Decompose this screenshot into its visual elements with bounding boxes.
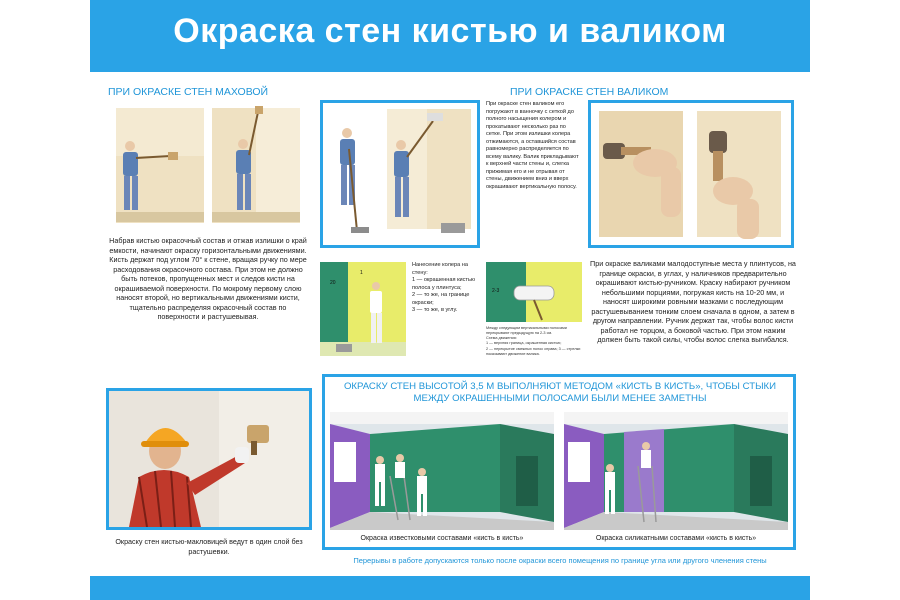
poster bbox=[90, 0, 810, 600]
stripe-scheme-notes bbox=[486, 326, 582, 357]
hand-brush-caption: При окраске валиками малодоступные места у плинтусов, на границе окраски, в углах, у наличников предварительно окрашивают кистью-ручником. Краску набирают ручником небольшими порциями, погружая кисть на 10-20 мм, и наносят широкими ровными мазками с последующим растушевыванием тонким слоем сначала в одном, а затем в другом направлении. Ручник держат так, чтобы волос кисти работал не торцом, а боковой частью. При этом нажим должен быть такой силы, чтобы волос слегка выгибался. bbox=[590, 259, 796, 344]
brush-painting-illustration bbox=[108, 100, 306, 230]
color-steps-illustration bbox=[320, 262, 406, 356]
stripe-note: Между следующим вертикальными полосами перекрывают предыдущую на 2-3 см. bbox=[486, 326, 567, 336]
work-break-note: Перерывы в работе допускаются только после окраски всего помещения по границе угла или другого членения стены bbox=[353, 556, 767, 565]
lime-room-caption: Окраска известковыми составами «кисть в кисть» bbox=[360, 535, 524, 542]
lime-room-illustration bbox=[330, 412, 554, 530]
poster-title: Окраска стен кистью и валиком bbox=[173, 12, 727, 50]
stripe-scheme-illustration bbox=[486, 262, 582, 322]
stripe-note: Схема движения: bbox=[486, 336, 517, 341]
hand-brush-illustration bbox=[588, 100, 794, 248]
color-steps-list bbox=[412, 262, 484, 315]
svg-text:2-3: 2-3 bbox=[492, 288, 500, 294]
svg-text:20: 20 bbox=[330, 280, 336, 286]
silicate-room-caption: Окраска силикатными составами «кисть в кисть» bbox=[595, 535, 757, 542]
macloviza-caption: Окраску стен кистью-макловицей ведут в один слой без растушевки. bbox=[115, 537, 303, 556]
title-banner bbox=[90, 0, 810, 72]
silicate-room-illustration bbox=[564, 412, 788, 530]
svg-text:1: 1 bbox=[360, 270, 363, 276]
roller-painting-illustration bbox=[320, 100, 480, 248]
stripe-note: 1 — верхняя граница, окрашенная кистью; bbox=[486, 341, 562, 346]
brush-caption: Набрав кистью окрасочный состав и отжав излишки о край емкости, начинают окраску горизонтальными движениями. Кисть держат под углом 70° к стене, вращая ручку по мере расходования окрасочного состава. При этом не должно быть потеков, пропущенных мест и следов кисти на окрашиваемой поверхности. По мокрому первому слою наносят второй, но вертикальными движениями кисти, тщательно распределяя окрасочный состав по поверхности и растушевывая. bbox=[109, 236, 307, 321]
color-steps-intro: Нанесение колера на стену: bbox=[412, 262, 468, 276]
color-step-item: 3 — то же, в углу. bbox=[412, 307, 458, 314]
roller-section-title: ПРИ ОКРАСКЕ СТЕН ВАЛИКОМ bbox=[510, 86, 669, 98]
height-section-title: ОКРАСКУ СТЕН ВЫСОТОЙ 3,5 М ВЫПОЛНЯЮТ МЕТОДОМ «КИСТЬ В КИСТЬ», ЧТОБЫ СТЫКИ МЕЖДУ ОКРАШЕННЫМИ ПОЛОСАМИ БЫЛИ МЕНЕЕ ЗАМЕТНЫ bbox=[343, 381, 777, 404]
roller-description: При окраске стен валиком его погружают в ванночку с сеткой до полного насыщения колером и прокатывают несколько раз по сетке. При этом излишки колера отжимаются, а оставшийся состав равномерно распределяется по всему валику. Валик прикладывают к верхней части стены и, слегка прижимая его и не отрывая от стены, движением вниз и вверх окрашивают вертикальную полосу. bbox=[486, 101, 579, 191]
stripe-note: 2 — перекрытие смежных полос справа; 3 — стрелки показывают движение валика. bbox=[486, 346, 581, 356]
color-step-item: 1 — окрашенная кистью полоса у плинтуса; bbox=[412, 277, 476, 291]
color-step-item: 2 — то же, на границе окраски; bbox=[412, 292, 470, 306]
brush-section-title: ПРИ ОКРАСКЕ СТЕН МАХОВОЙ bbox=[108, 86, 269, 98]
macloviza-photo bbox=[106, 388, 312, 530]
footer-bar bbox=[90, 576, 810, 600]
